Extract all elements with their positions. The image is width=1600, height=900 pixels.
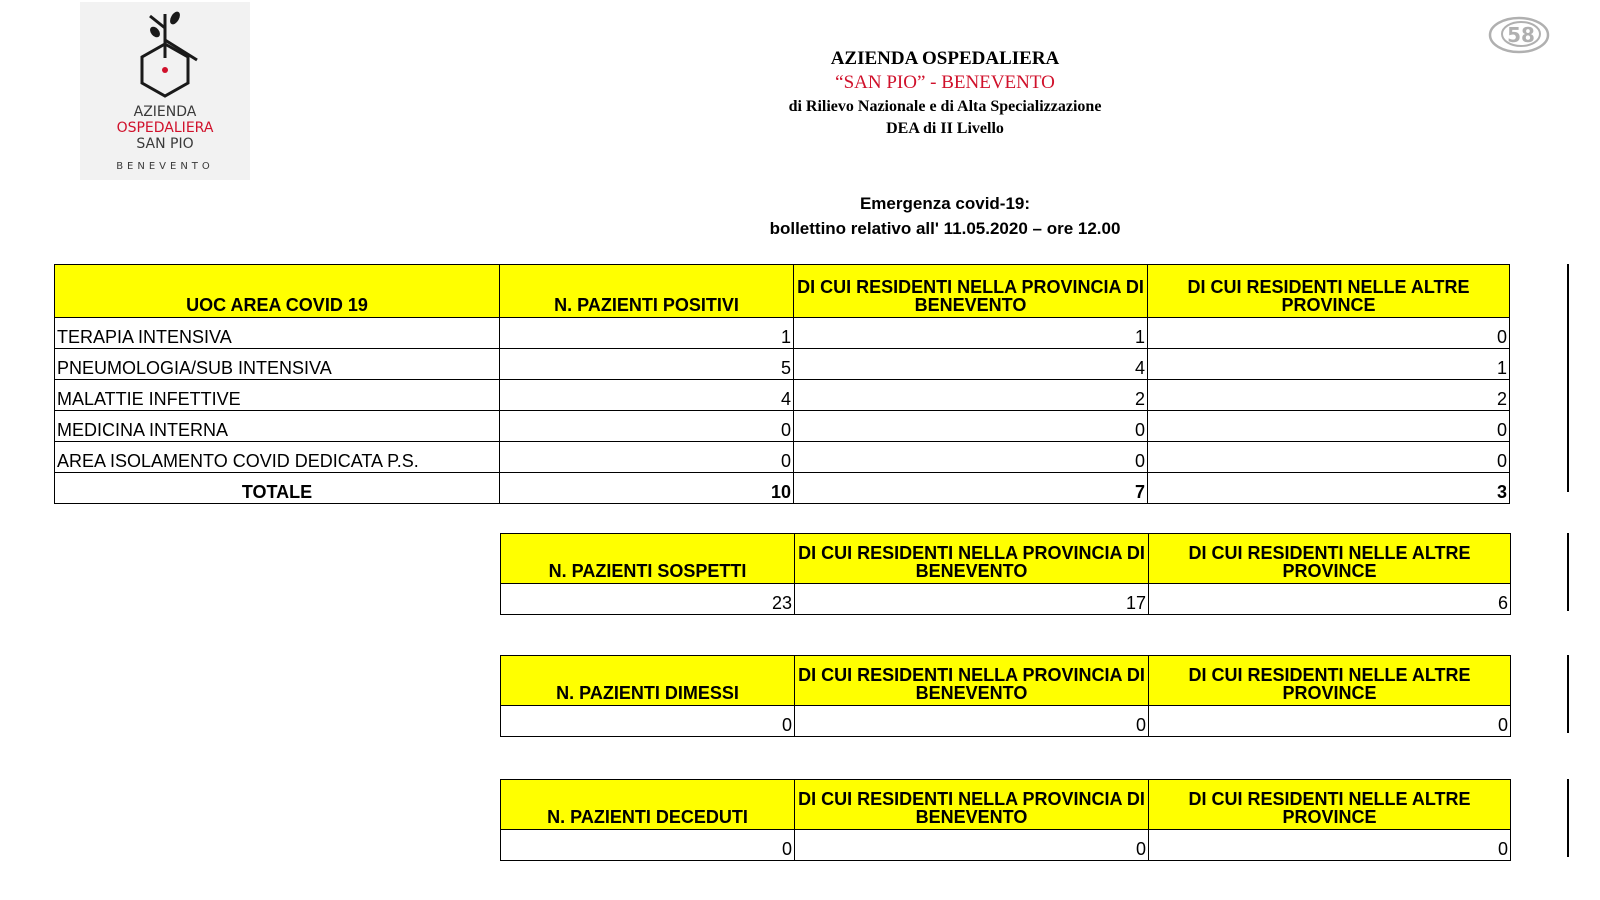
area-name: TERAPIA INTENSIVA — [55, 318, 500, 349]
cropped-table-edge — [1567, 533, 1569, 611]
positive-count: 0 — [500, 442, 794, 473]
header-deceased-patients: N. PAZIENTI DECEDUTI — [501, 780, 795, 830]
header-positive-patients: N. PAZIENTI POSITIVI — [500, 265, 794, 318]
benevento-count: 0 — [794, 411, 1148, 442]
benevento-count: 17 — [795, 584, 1149, 615]
logo-text-san-pio: SAN PIO — [136, 136, 194, 152]
other-province-count: 0 — [1148, 442, 1510, 473]
deceased-count: 0 — [501, 830, 795, 861]
benevento-count: 1 — [794, 318, 1148, 349]
header-residents-benevento: DI CUI RESIDENTI NELLA PROVINCIA DI BENEVENTO — [795, 780, 1149, 830]
header-residents-benevento: DI CUI RESIDENTI NELLA PROVINCIA DI BENEVENTO — [794, 265, 1148, 318]
table-row — [55, 380, 1510, 411]
header-residents-benevento: DI CUI RESIDENTI NELLA PROVINCIA DI BENEVENTO — [795, 534, 1149, 584]
positive-count: 5 — [500, 349, 794, 380]
cropped-table-edge — [1567, 655, 1569, 733]
org-description: di Rilievo Nazionale e di Alta Specializzazione — [788, 98, 1102, 115]
org-name: “SAN PIO” - BENEVENTO — [835, 72, 1055, 93]
total-row — [55, 473, 1510, 504]
other-province-count: 0 — [1148, 318, 1510, 349]
table-row — [501, 584, 1511, 615]
bulletin-title: Emergenza covid-19: — [859, 194, 1031, 213]
benevento-count: 0 — [795, 706, 1149, 737]
total-positive-count: 10 — [500, 473, 794, 504]
other-province-count: 0 — [1149, 830, 1511, 861]
suspected-count: 23 — [501, 584, 795, 615]
table-row — [501, 830, 1511, 861]
other-province-count: 1 — [1148, 349, 1510, 380]
table-row — [55, 349, 1510, 380]
benevento-count: 0 — [795, 830, 1149, 861]
org-title: AZIENDA OSPEDALIERA — [830, 48, 1060, 69]
positive-patients-table — [54, 264, 1510, 504]
cropped-table-edge — [1567, 264, 1569, 492]
total-label: TOTALE — [55, 473, 500, 504]
logo-text-azienda: AZIENDA — [133, 104, 197, 120]
benevento-count: 4 — [794, 349, 1148, 380]
table-row — [501, 706, 1511, 737]
suspected-patients-table — [500, 533, 1511, 615]
table-row — [55, 442, 1510, 473]
table-header-row — [501, 656, 1511, 706]
bulletin-date: bollettino relativo all' 11.05.2020 – ore 12.00 — [769, 219, 1121, 238]
area-name: MEDICINA INTERNA — [55, 411, 500, 442]
org-dea-level: DEA di II Livello — [886, 120, 1004, 137]
other-province-count: 6 — [1149, 584, 1511, 615]
other-province-count: 0 — [1149, 706, 1511, 737]
hexagon-tree-logo-icon — [125, 10, 205, 100]
header-residents-benevento: DI CUI RESIDENTI NELLA PROVINCIA DI BENEVENTO — [795, 656, 1149, 706]
table-header-row — [501, 780, 1511, 830]
header-residents-other: DI CUI RESIDENTI NELLE ALTRE PROVINCE — [1149, 534, 1511, 584]
other-province-count: 0 — [1148, 411, 1510, 442]
hospital-logo — [80, 2, 250, 180]
header-uoc-area: UOC AREA COVID 19 — [55, 265, 500, 318]
discharged-count: 0 — [501, 706, 795, 737]
total-benevento-count: 7 — [794, 473, 1148, 504]
area-name: MALATTIE INFETTIVE — [55, 380, 500, 411]
other-province-count: 2 — [1148, 380, 1510, 411]
deceased-patients-table — [500, 779, 1511, 861]
area-name: AREA ISOLAMENTO COVID DEDICATA P.S. — [55, 442, 500, 473]
positive-count: 4 — [500, 380, 794, 411]
positive-count: 1 — [500, 318, 794, 349]
table-header-row — [55, 265, 1510, 318]
header-suspected-patients: N. PAZIENTI SOSPETTI — [501, 534, 795, 584]
header-residents-other: DI CUI RESIDENTI NELLE ALTRE PROVINCE — [1149, 656, 1511, 706]
benevento-count: 0 — [794, 442, 1148, 473]
logo-text-ospedaliera: OSPEDALIERA — [116, 120, 214, 136]
header-residents-other: DI CUI RESIDENTI NELLE ALTRE PROVINCE — [1148, 265, 1510, 318]
header-discharged-patients: N. PAZIENTI DIMESSI — [501, 656, 795, 706]
benevento-count: 2 — [794, 380, 1148, 411]
badge-number: 58 — [1507, 23, 1535, 47]
discharged-patients-table — [500, 655, 1511, 737]
positive-count: 0 — [500, 411, 794, 442]
area-name: PNEUMOLOGIA/SUB INTENSIVA — [55, 349, 500, 380]
table-header-row — [501, 534, 1511, 584]
table-row — [55, 411, 1510, 442]
header-residents-other: DI CUI RESIDENTI NELLE ALTRE PROVINCE — [1149, 780, 1511, 830]
cropped-table-edge — [1567, 779, 1569, 857]
logo-text-benevento: BENEVENTO — [116, 161, 214, 172]
channel-58-badge-icon — [1488, 14, 1550, 56]
total-other-province-count: 3 — [1148, 473, 1510, 504]
table-row — [55, 318, 1510, 349]
